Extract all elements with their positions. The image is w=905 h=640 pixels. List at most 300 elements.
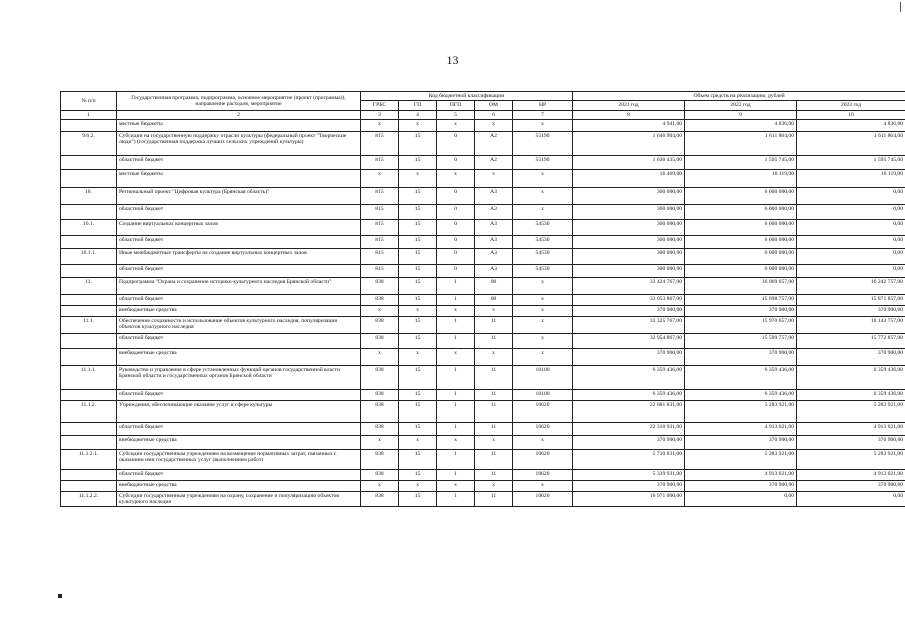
code-pgp: 0 — [437, 264, 475, 277]
code-pgp: х — [437, 348, 475, 365]
code-gp: 15 — [399, 264, 437, 277]
code-om: А3 — [475, 204, 513, 219]
row-name: областной бюджет — [117, 294, 361, 305]
code-om: А3 — [475, 235, 513, 248]
amount-2021: 370 900,00 — [573, 480, 685, 491]
code-pgp: х — [437, 480, 475, 491]
code-om: А2 — [475, 131, 513, 155]
code-grbs: 838 — [361, 422, 399, 435]
amount-2022: 16 069 657,00 — [685, 277, 797, 294]
budget-table — [60, 91, 905, 507]
row-number — [61, 469, 117, 480]
code-om: 11 — [475, 333, 513, 348]
column-number: 6 — [475, 110, 513, 119]
code-om: 00 — [475, 294, 513, 305]
row-name: областной бюджет — [117, 155, 361, 169]
amount-2021: 300 000,00 — [573, 248, 685, 264]
amount-2021: 300 000,00 — [573, 219, 685, 235]
code-pgp: 0 — [437, 155, 475, 169]
code-pgp: 1 — [437, 294, 475, 305]
table-row — [61, 491, 905, 507]
amount-2023: 0,00 — [797, 204, 905, 219]
row-name: Обеспечение сохранности и использование объектов культурного наследия, популяризация объектов культурного наследия — [117, 316, 361, 333]
code-gp: х — [399, 480, 437, 491]
amount-2023: 0,00 — [797, 491, 905, 507]
row-number — [61, 235, 117, 248]
code-grbs: 815 — [361, 219, 399, 235]
row-name: областной бюджет — [117, 333, 361, 348]
amount-2023: 15 772 857,00 — [797, 333, 905, 348]
code-pgp: 1 — [437, 333, 475, 348]
amount-2023: 4 836,00 — [797, 119, 905, 131]
amount-2023: 370 900,00 — [797, 305, 905, 316]
code-pgp: х — [437, 305, 475, 316]
code-gp: 15 — [399, 491, 437, 507]
header-gp: ГП — [399, 101, 437, 110]
header-name: Государственная программа, подпрограмма, основное мероприятие (проект (программа)), направление расходов, мероприятие — [117, 92, 361, 111]
code-gp: 15 — [399, 422, 437, 435]
row-name: Создание виртуальных концертных залов — [117, 219, 361, 235]
code-pgp: 0 — [437, 131, 475, 155]
amount-2023: 16 119,00 — [797, 169, 905, 187]
code-gp: 15 — [399, 187, 437, 204]
scan-edge-mark — [58, 594, 62, 598]
code-grbs: х — [361, 435, 399, 449]
header-sum-group: Объем средств на реализацию, рублей — [573, 92, 905, 101]
row-name: областной бюджет — [117, 389, 361, 400]
code-grbs: х — [361, 169, 399, 187]
code-gp: 15 — [399, 248, 437, 264]
row-name: Субсидии на государственную поддержку отрасли культуры (федеральный проект "Творческие люди") (государственная поддержка лучших сельских учреждений культуры) — [117, 131, 361, 155]
amount-2023: 4 913 021,00 — [797, 469, 905, 480]
row-name: областной бюджет — [117, 204, 361, 219]
code-om: 00 — [475, 277, 513, 294]
code-pgp: 1 — [437, 400, 475, 422]
amount-2021: 16 469,00 — [573, 169, 685, 187]
code-nr: х — [513, 169, 573, 187]
table-row — [61, 294, 905, 305]
column-number: 7 — [513, 110, 573, 119]
code-gp: х — [399, 169, 437, 187]
amount-2021: 32 954 867,00 — [573, 333, 685, 348]
column-number: 5 — [437, 110, 475, 119]
code-om: А3 — [475, 264, 513, 277]
code-nr: х — [513, 480, 573, 491]
table-row — [61, 187, 905, 204]
code-om: А3 — [475, 219, 513, 235]
table-row — [61, 277, 905, 294]
column-number: 8 — [573, 110, 685, 119]
row-name: областной бюджет — [117, 235, 361, 248]
code-grbs: 838 — [361, 449, 399, 469]
amount-2021: 22 681 831,00 — [573, 400, 685, 422]
code-gp: 15 — [399, 449, 437, 469]
code-om: х — [475, 348, 513, 365]
row-number: 10.1.1. — [61, 248, 117, 264]
column-number: 10 — [797, 110, 905, 119]
code-om: х — [475, 305, 513, 316]
amount-2021: 16 971 000,00 — [573, 491, 685, 507]
code-gp: 15 — [399, 400, 437, 422]
row-number: 11.1.2. — [61, 400, 117, 422]
amount-2023: 6 359 436,00 — [797, 389, 905, 400]
header-row-1 — [61, 92, 905, 101]
code-nr: х — [513, 119, 573, 131]
table-row — [61, 365, 905, 389]
amount-2021: 370 900,00 — [573, 435, 685, 449]
amount-2022: 6 000 000,00 — [685, 187, 797, 204]
code-grbs: 838 — [361, 316, 399, 333]
code-pgp: х — [437, 169, 475, 187]
amount-2022: 6 000 000,00 — [685, 219, 797, 235]
amount-2023: 0,00 — [797, 219, 905, 235]
amount-2022: 370 900,00 — [685, 435, 797, 449]
code-om: 11 — [475, 491, 513, 507]
code-nr: х — [513, 333, 573, 348]
code-grbs: 815 — [361, 131, 399, 155]
code-nr: 10620 — [513, 469, 573, 480]
table-row — [61, 219, 905, 235]
code-gp: х — [399, 305, 437, 316]
amount-2022: 6 359 436,00 — [685, 389, 797, 400]
amount-2023: 1 595 745,00 — [797, 155, 905, 169]
amount-2022: 15 599 757,00 — [685, 333, 797, 348]
amount-2022: 1 611 864,00 — [685, 131, 797, 155]
table-row — [61, 248, 905, 264]
amount-2021: 300 000,00 — [573, 264, 685, 277]
amount-2023: 370 900,00 — [797, 435, 905, 449]
table-row — [61, 480, 905, 491]
code-nr: 10620 — [513, 449, 573, 469]
amount-2022: 6 000 000,00 — [685, 248, 797, 264]
table-row — [61, 235, 905, 248]
table-row — [61, 131, 905, 155]
code-nr: 54530 — [513, 248, 573, 264]
row-number — [61, 294, 117, 305]
code-pgp: 1 — [437, 422, 475, 435]
code-pgp: 1 — [437, 469, 475, 480]
code-om: 11 — [475, 316, 513, 333]
row-number: 10.1. — [61, 219, 117, 235]
row-number — [61, 264, 117, 277]
code-grbs: 838 — [361, 277, 399, 294]
code-grbs: 838 — [361, 491, 399, 507]
table-row — [61, 316, 905, 333]
row-number — [61, 389, 117, 400]
amount-2022: 6 000 000,00 — [685, 264, 797, 277]
code-grbs: 815 — [361, 204, 399, 219]
row-number: 11. — [61, 277, 117, 294]
code-grbs: 838 — [361, 365, 399, 389]
code-gp: 15 — [399, 469, 437, 480]
code-nr: х — [513, 277, 573, 294]
code-pgp: 0 — [437, 187, 475, 204]
code-gp: х — [399, 119, 437, 131]
amount-2021: 300 000,00 — [573, 204, 685, 219]
column-number: 1 — [61, 110, 117, 119]
code-grbs: 838 — [361, 333, 399, 348]
code-grbs: х — [361, 348, 399, 365]
code-pgp: 1 — [437, 365, 475, 389]
amount-2021: 33 424 767,00 — [573, 277, 685, 294]
amount-2022: 4 836,00 — [685, 119, 797, 131]
row-number — [61, 204, 117, 219]
amount-2022: 370 900,00 — [685, 348, 797, 365]
code-nr: 54530 — [513, 219, 573, 235]
code-nr: 55190 — [513, 155, 573, 169]
scan-edge-mark — [900, 2, 901, 12]
code-pgp: 1 — [437, 449, 475, 469]
code-grbs: 838 — [361, 469, 399, 480]
code-om: 11 — [475, 469, 513, 480]
row-name: внебюджетные средства — [117, 305, 361, 316]
header-grbs: ГРБС — [361, 101, 399, 110]
table-row — [61, 422, 905, 435]
amount-2023: 15 871 857,00 — [797, 294, 905, 305]
code-pgp: 0 — [437, 235, 475, 248]
amount-2021: 33 053 867,00 — [573, 294, 685, 305]
code-nr: х — [513, 316, 573, 333]
code-gp: 15 — [399, 294, 437, 305]
code-nr: 54530 — [513, 235, 573, 248]
column-number: 9 — [685, 110, 797, 119]
table-row — [61, 169, 905, 187]
amount-2023: 370 900,00 — [797, 348, 905, 365]
header-year-2021: 2021 год — [573, 101, 685, 110]
code-om: 11 — [475, 389, 513, 400]
header-no: № п/п — [61, 92, 117, 111]
code-grbs: х — [361, 305, 399, 316]
amount-2023: 16 143 757,00 — [797, 316, 905, 333]
code-gp: 15 — [399, 316, 437, 333]
row-number — [61, 348, 117, 365]
code-om: А2 — [475, 155, 513, 169]
code-gp: 15 — [399, 235, 437, 248]
amount-2021: 5 339 931,00 — [573, 469, 685, 480]
row-number: 10. — [61, 187, 117, 204]
column-number: 4 — [399, 110, 437, 119]
header-pgp: ПГП — [437, 101, 475, 110]
code-om: 11 — [475, 400, 513, 422]
table-row — [61, 348, 905, 365]
column-number-row — [61, 110, 905, 119]
amount-2023: 16 242 757,00 — [797, 277, 905, 294]
table-row — [61, 264, 905, 277]
code-gp: 15 — [399, 365, 437, 389]
amount-2022: 15 698 757,00 — [685, 294, 797, 305]
code-nr: 10620 — [513, 400, 573, 422]
amount-2021: 300 000,00 — [573, 187, 685, 204]
code-pgp: х — [437, 435, 475, 449]
row-number — [61, 435, 117, 449]
code-pgp: 0 — [437, 248, 475, 264]
amount-2023: 6 359 436,00 — [797, 365, 905, 389]
code-gp: 15 — [399, 219, 437, 235]
code-pgp: 1 — [437, 277, 475, 294]
code-nr: х — [513, 305, 573, 316]
amount-2022: 5 283 921,00 — [685, 449, 797, 469]
row-name: Учреждения, обеспечивающие оказание услуг в сфере культуры — [117, 400, 361, 422]
row-number — [61, 169, 117, 187]
amount-2023: 0,00 — [797, 187, 905, 204]
code-om: х — [475, 169, 513, 187]
code-gp: 15 — [399, 277, 437, 294]
table-row — [61, 435, 905, 449]
amount-2022: 1 595 745,00 — [685, 155, 797, 169]
code-grbs: 815 — [361, 248, 399, 264]
code-om: 11 — [475, 422, 513, 435]
amount-2022: 4 913 021,00 — [685, 422, 797, 435]
table-row — [61, 389, 905, 400]
code-pgp: 1 — [437, 389, 475, 400]
table-row — [61, 400, 905, 422]
row-name: внебюджетные средства — [117, 480, 361, 491]
amount-2022: 370 900,00 — [685, 480, 797, 491]
code-gp: 15 — [399, 131, 437, 155]
table-row — [61, 469, 905, 480]
code-nr: х — [513, 294, 573, 305]
row-name: местные бюджеты — [117, 119, 361, 131]
row-number: 9.6.2. — [61, 131, 117, 155]
header-code-group: Код бюджетной классификации — [361, 92, 573, 101]
code-pgp: 1 — [437, 491, 475, 507]
code-pgp: х — [437, 119, 475, 131]
column-number: 2 — [117, 110, 361, 119]
row-name: местные бюджеты — [117, 169, 361, 187]
code-om: х — [475, 435, 513, 449]
row-name: Иные межбюджетные трансферты на создание виртуальных концертных залов — [117, 248, 361, 264]
code-nr: 10620 — [513, 491, 573, 507]
code-nr: 54530 — [513, 264, 573, 277]
row-number — [61, 119, 117, 131]
header-nr: НР — [513, 101, 573, 110]
amount-2023: 0,00 — [797, 235, 905, 248]
code-grbs: 815 — [361, 235, 399, 248]
code-grbs: х — [361, 119, 399, 131]
row-name: Субсидии государственным учреждениям на охрану, сохранение и популяризацию объектов культурного наследия — [117, 491, 361, 507]
code-gp: 15 — [399, 333, 437, 348]
code-grbs: 815 — [361, 264, 399, 277]
row-name: областной бюджет — [117, 422, 361, 435]
amount-2021: 370 900,00 — [573, 348, 685, 365]
code-grbs: 838 — [361, 400, 399, 422]
amount-2021: 33 325 767,00 — [573, 316, 685, 333]
amount-2021: 370 900,00 — [573, 305, 685, 316]
table-row — [61, 155, 905, 169]
amount-2023: 5 283 921,00 — [797, 400, 905, 422]
code-nr: х — [513, 204, 573, 219]
amount-2023: 5 283 921,00 — [797, 449, 905, 469]
amount-2022: 6 000 000,00 — [685, 204, 797, 219]
code-nr: 10620 — [513, 422, 573, 435]
row-number — [61, 155, 117, 169]
amount-2023: 1 611 864,00 — [797, 131, 905, 155]
table-row — [61, 333, 905, 348]
code-grbs: 815 — [361, 155, 399, 169]
table-body — [61, 119, 905, 507]
amount-2021: 1 630 435,00 — [573, 155, 685, 169]
code-om: х — [475, 119, 513, 131]
amount-2022: 6 359 436,00 — [685, 365, 797, 389]
row-name: областной бюджет — [117, 264, 361, 277]
amount-2023: 0,00 — [797, 264, 905, 277]
table-row — [61, 305, 905, 316]
code-om: А3 — [475, 248, 513, 264]
row-number — [61, 333, 117, 348]
row-name: внебюджетные средства — [117, 348, 361, 365]
row-number: 11.1.2.2. — [61, 491, 117, 507]
amount-2021: 5 710 831,00 — [573, 449, 685, 469]
row-number: 11.1.1. — [61, 365, 117, 389]
row-number: 11.1. — [61, 316, 117, 333]
code-om: А3 — [475, 187, 513, 204]
row-number: 11.1.2.1. — [61, 449, 117, 469]
amount-2021: 4 941,00 — [573, 119, 685, 131]
table-row — [61, 119, 905, 131]
header-year-2023: 2023 год — [797, 101, 905, 110]
amount-2022: 16 119,00 — [685, 169, 797, 187]
row-number — [61, 480, 117, 491]
amount-2021: 1 646 904,00 — [573, 131, 685, 155]
header-om: ОМ — [475, 101, 513, 110]
amount-2022: 0,00 — [685, 491, 797, 507]
code-grbs: 838 — [361, 389, 399, 400]
row-name: Руководство и управление в сфере установленных функций органов государственной власти Брянской области и государственных органов Брянской области — [117, 365, 361, 389]
code-gp: х — [399, 348, 437, 365]
row-name: Региональный проект "Цифровая культура (Брянская область)" — [117, 187, 361, 204]
row-name: Подпрограмма "Охрана и сохранение историко-культурного наследия Брянской области" — [117, 277, 361, 294]
amount-2023: 4 913 021,00 — [797, 422, 905, 435]
code-gp: 15 — [399, 155, 437, 169]
table-row — [61, 204, 905, 219]
code-grbs: х — [361, 480, 399, 491]
amount-2022: 6 000 000,00 — [685, 235, 797, 248]
code-gp: 15 — [399, 204, 437, 219]
amount-2021: 300 000,00 — [573, 235, 685, 248]
row-name: областной бюджет — [117, 469, 361, 480]
code-nr: 10100 — [513, 365, 573, 389]
row-number — [61, 305, 117, 316]
code-nr: х — [513, 187, 573, 204]
code-om: 11 — [475, 449, 513, 469]
row-number — [61, 422, 117, 435]
amount-2021: 22 310 931,00 — [573, 422, 685, 435]
amount-2021: 6 359 436,00 — [573, 389, 685, 400]
amount-2022: 5 283 921,00 — [685, 400, 797, 422]
amount-2023: 0,00 — [797, 248, 905, 264]
code-pgp: 1 — [437, 316, 475, 333]
row-name: внебюджетные средства — [117, 435, 361, 449]
code-om: х — [475, 480, 513, 491]
code-nr: х — [513, 435, 573, 449]
row-name: Субсидии государственным учреждениям на возмещение нормативных затрат, связанных с оказанием ими государственных услуг (выполнением работ) — [117, 449, 361, 469]
page-number: 13 — [446, 53, 459, 67]
table-row — [61, 449, 905, 469]
amount-2022: 4 913 021,00 — [685, 469, 797, 480]
header-year-2022: 2022 год — [685, 101, 797, 110]
code-gp: х — [399, 435, 437, 449]
amount-2022: 370 900,00 — [685, 305, 797, 316]
code-grbs: 838 — [361, 294, 399, 305]
code-nr: х — [513, 348, 573, 365]
code-grbs: 815 — [361, 187, 399, 204]
amount-2022: 15 970 657,00 — [685, 316, 797, 333]
column-number: 3 — [361, 110, 399, 119]
code-gp: 15 — [399, 389, 437, 400]
code-nr: 55190 — [513, 131, 573, 155]
code-om: 11 — [475, 365, 513, 389]
amount-2021: 6 359 436,00 — [573, 365, 685, 389]
